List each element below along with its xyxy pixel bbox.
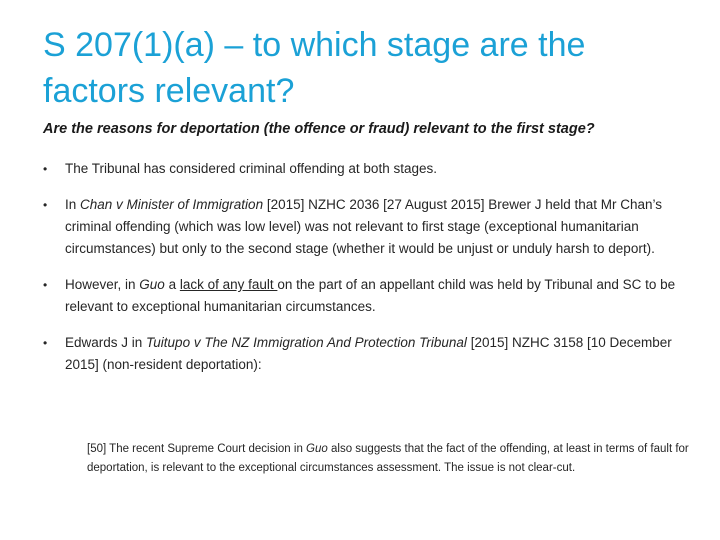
bullet-item-2 <box>43 194 693 260</box>
bullet-marker: • <box>43 336 48 350</box>
bullet-marker: • <box>43 162 48 176</box>
quote-case-name: Guo <box>306 443 328 455</box>
bullet-item-1 <box>43 158 693 180</box>
quote-text-post: also suggests that the fact of the offending, at least in terms of fault for deportation, is relevant to the exceptional circumstances assessment. The issue is not clear-cut. <box>87 443 689 474</box>
bullet-marker: • <box>43 198 48 212</box>
underlined-phrase: lack of any fault <box>179 277 278 292</box>
bullet-text-mid: a <box>164 277 180 292</box>
slide-title: S 207(1)(a) – to which stage are the factors relevant? <box>43 26 586 110</box>
block-quote <box>87 440 697 478</box>
bullet-text-post: [2015] NZHC 3158 [10 December 2015] (non-resident deportation): <box>65 335 672 372</box>
case-name-tuitupo: Tuitupo v The NZ Immigration And Protection Tribunal <box>146 335 467 350</box>
bullet-text-pre: However, in <box>65 277 140 292</box>
quote-text-pre: [50] The recent Supreme Court decision in <box>87 443 307 455</box>
case-name-chan: Chan v Minister of Immigration <box>80 197 264 212</box>
bullet-text-pre: In <box>65 197 81 212</box>
bullet-list <box>43 158 693 376</box>
bullet-item-4 <box>43 332 693 376</box>
bullet-text-pre: Edwards J in <box>65 335 147 350</box>
bullet-text-post: on the part of an appellant child was held by Tribunal and SC to be relevant to exceptional humanitarian circumstances. <box>65 277 676 314</box>
bullet-item-3 <box>43 274 693 318</box>
bullet-marker: • <box>43 278 48 292</box>
case-name-guo: Guo <box>139 277 165 292</box>
slide-subtitle: Are the reasons for deportation (the offence or fraud) relevant to the first stage? <box>43 121 595 137</box>
bullet-text-post: [2015] NZHC 2036 [27 August 2015] Brewer J held that Mr Chan’s criminal offending (which was low level) was not relevant to first stage (exceptional humanitarian circumstances) but only to the second stage (whether it would be unjust or unduly harsh to deport). <box>65 197 663 256</box>
bullet-text: The Tribunal has considered criminal offending at both stages. <box>65 161 437 176</box>
